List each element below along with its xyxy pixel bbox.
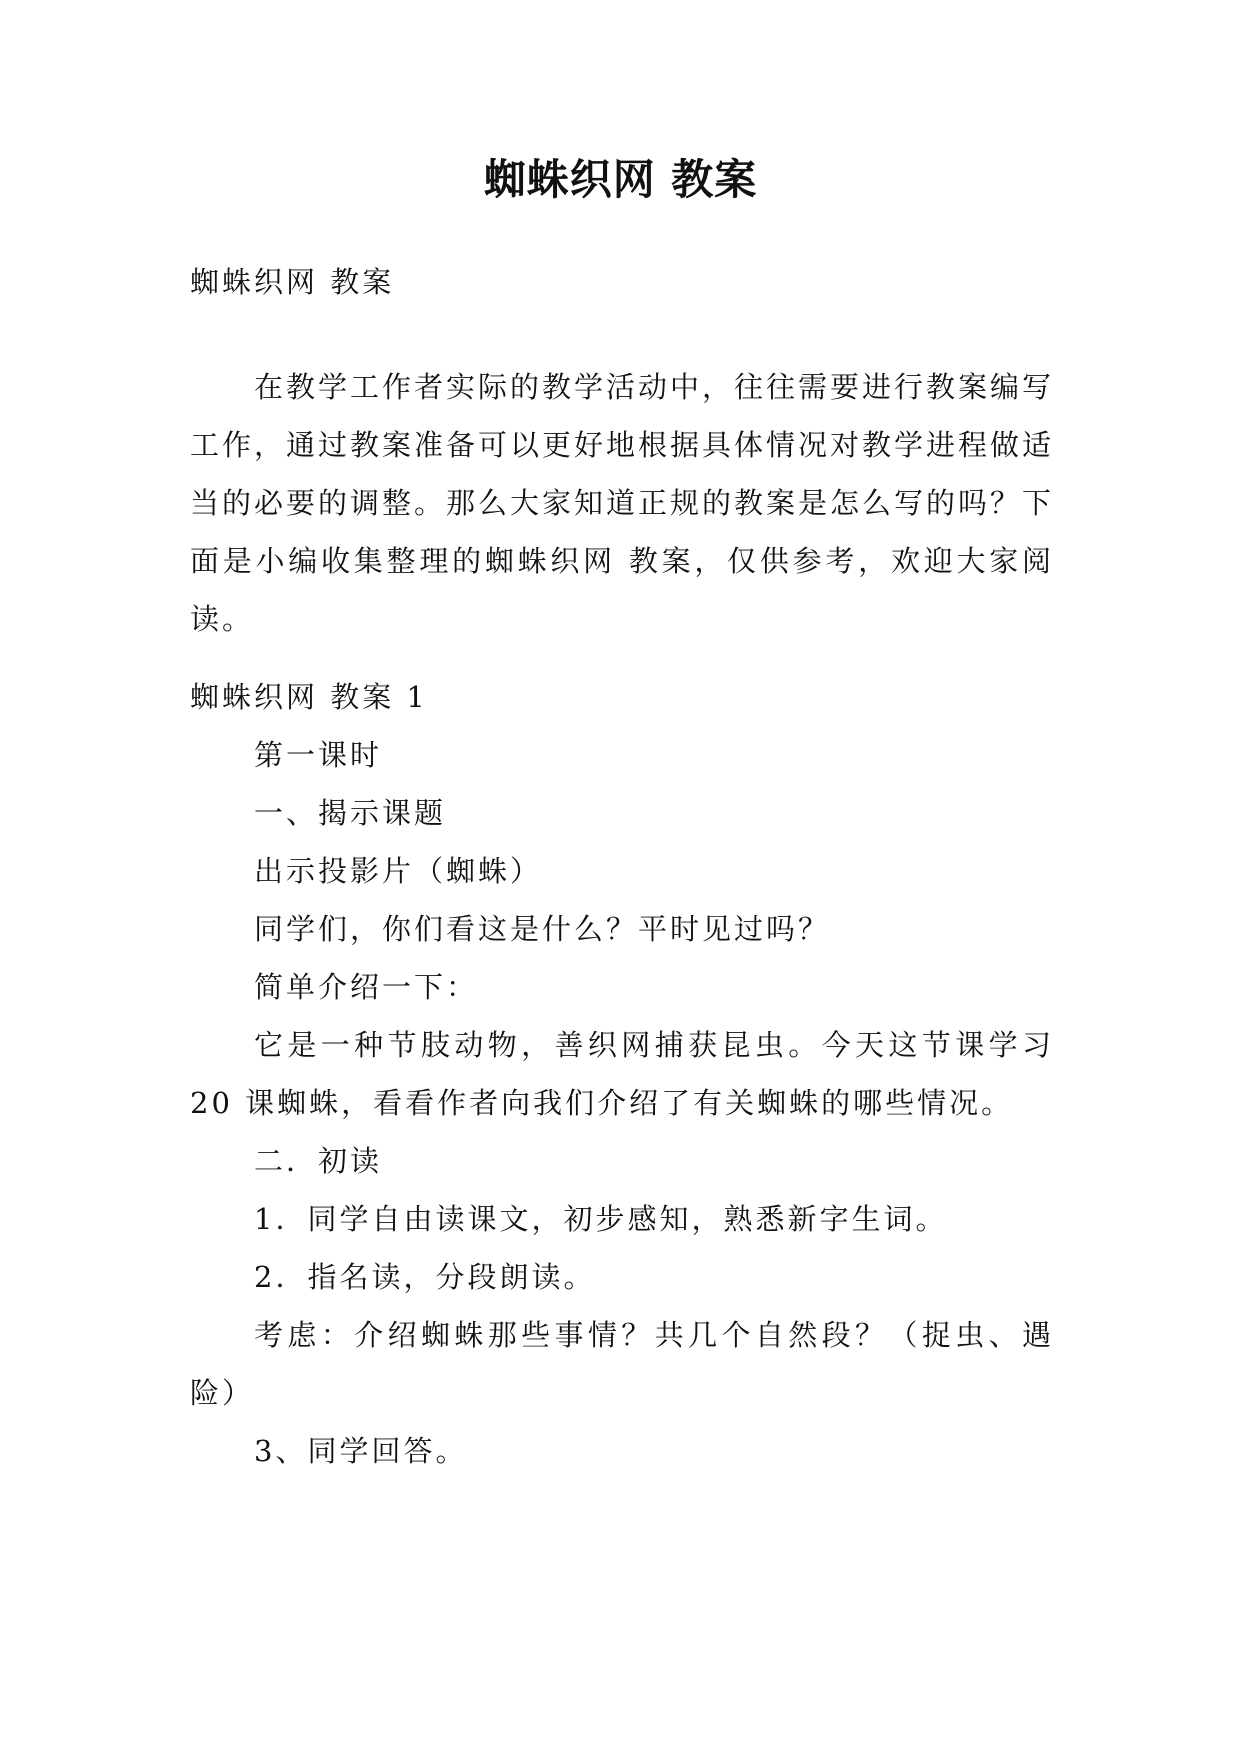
brief-intro-line: 简单介绍一下： (254, 970, 479, 1004)
reading-item-3: 3、同学回答。 (254, 1434, 468, 1468)
intro-paragraph: 在教学工作者实际的教学活动中，往往需要进行教案编写工作，通过教案准备可以更好地根据具体情况对教学进程做适当的必要的调整。那么大家知道正规的教案是怎么写的吗？下面是小编收集整理的蜘蛛织网 教案，仅供参考，欢迎大家阅读。 (190, 370, 1055, 636)
spider-description-paragraph: 它是一种节肢动物，善织网捕获昆虫。今天这节课学习 20 课蜘蛛，看看作者向我们介绍了有关蜘蛛的哪些情况。 (190, 1028, 1054, 1120)
section-heading: 蜘蛛织网 教案 1 (190, 680, 428, 714)
document-title: 蜘蛛织网 教案 (483, 155, 758, 204)
show-slide-line: 出示投影片（蜘蛛） (254, 854, 543, 888)
reading-item-1: 1．同学自由读课文，初步感知，熟悉新字生词。 (254, 1202, 948, 1236)
consider-paragraph: 考虑：介绍蜘蛛那些事情？共几个自然段？（捉虫、遇险） (190, 1318, 1054, 1410)
step-reveal-topic: 一、揭示课题 (254, 796, 447, 830)
reading-item-2: 2．指名读，分段朗读。 (254, 1260, 596, 1294)
lesson-period-line: 第一课时 (254, 738, 383, 772)
subtitle-line: 蜘蛛织网 教案 (190, 265, 395, 299)
step-first-reading: 二．初读 (254, 1144, 383, 1178)
question-line: 同学们，你们看这是什么？平时见过吗？ (254, 912, 831, 946)
